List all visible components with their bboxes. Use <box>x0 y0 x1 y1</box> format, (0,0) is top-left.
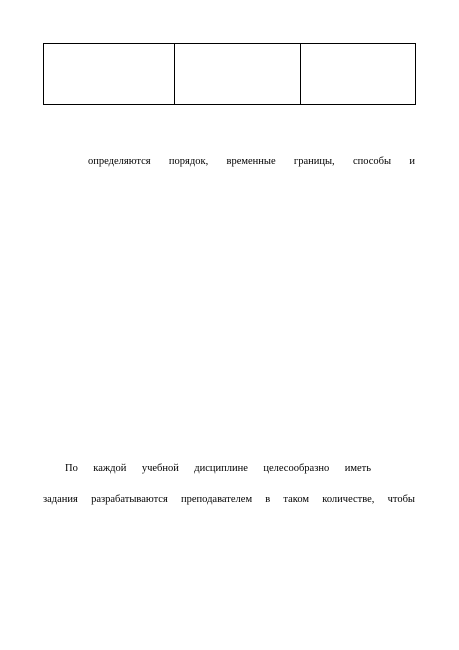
table-cell <box>301 44 416 105</box>
table-row <box>44 44 416 105</box>
document-table <box>43 43 416 105</box>
table-cell <box>44 44 175 105</box>
paragraph-line-procedure: определяются порядок, временные границы, способы и <box>88 156 415 167</box>
paragraph-line-assignments: задания разрабатываются преподавателем в таком количестве, чтобы <box>43 494 415 505</box>
paragraph-line-discipline: По каждой учебной дисциплине целесообразно иметь <box>65 463 371 474</box>
table-cell <box>175 44 301 105</box>
